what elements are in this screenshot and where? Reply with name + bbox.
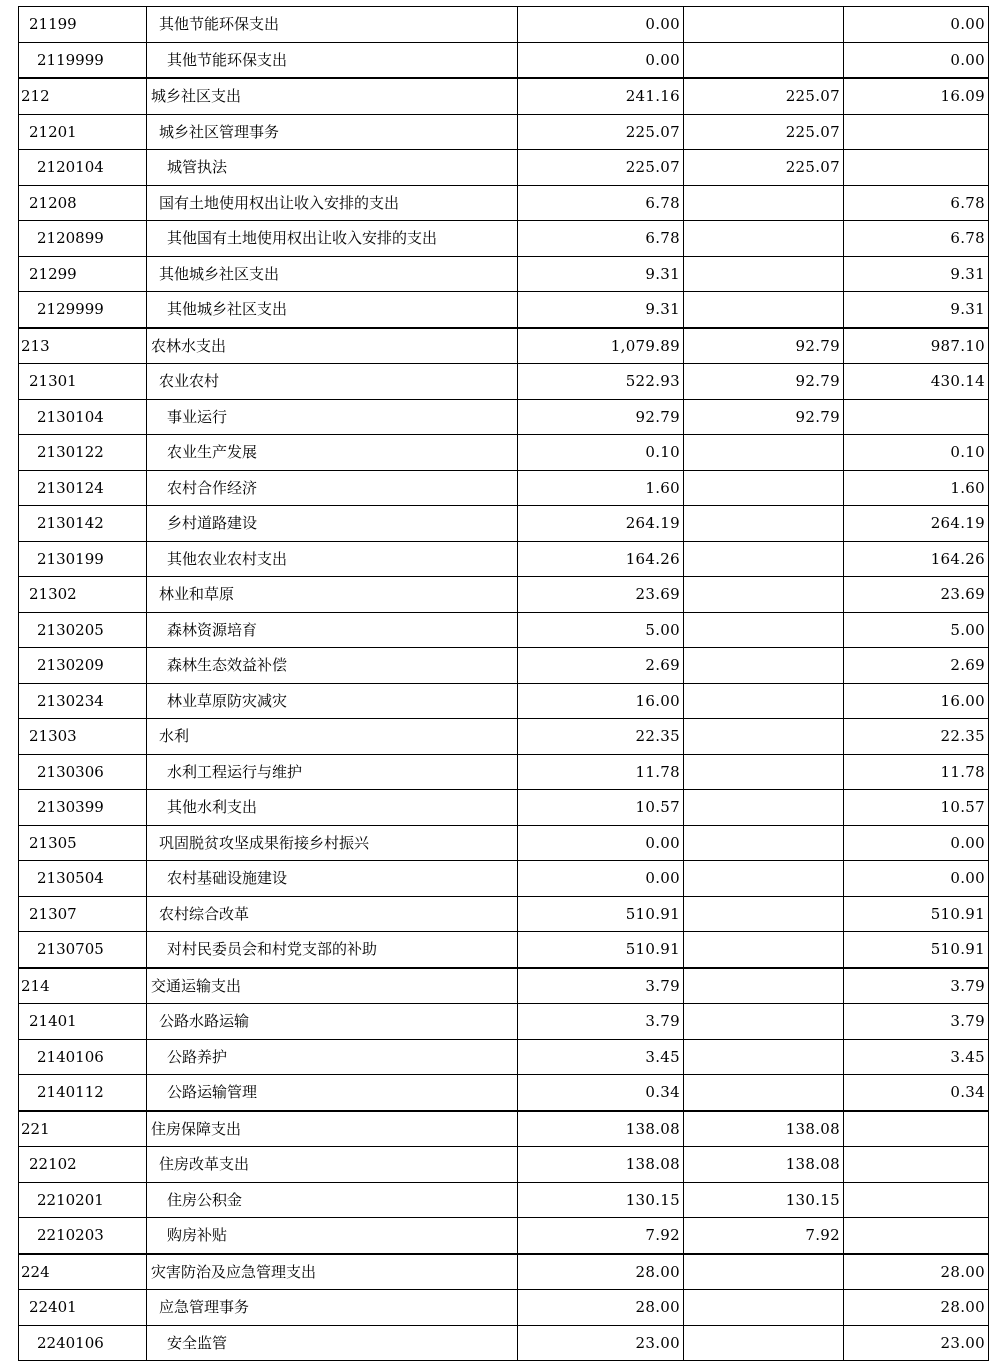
table-row <box>19 1111 989 1147</box>
project-expenditure-cell <box>844 114 989 150</box>
total-amount-cell: 510.91 <box>518 896 684 932</box>
table-row <box>19 1182 989 1218</box>
subject-code-cell: 21208 <box>19 185 147 221</box>
subject-code-cell: 2140106 <box>19 1039 147 1075</box>
project-expenditure-cell: 16.00 <box>844 683 989 719</box>
table-row <box>19 399 989 435</box>
subject-name-cell: 城管执法 <box>147 150 518 186</box>
subject-name-cell: 国有土地使用权出让收入安排的支出 <box>147 185 518 221</box>
subject-name-cell: 其他节能环保支出 <box>147 7 518 43</box>
basic-expenditure-cell: 225.07 <box>684 150 844 186</box>
subject-code-cell: 21401 <box>19 1004 147 1040</box>
table-row <box>19 648 989 684</box>
basic-expenditure-cell: 92.79 <box>684 328 844 364</box>
subject-name-cell: 巩固脱贫攻坚成果衔接乡村振兴 <box>147 825 518 861</box>
subject-name-cell: 公路运输管理 <box>147 1075 518 1111</box>
basic-expenditure-cell: 138.08 <box>684 1147 844 1183</box>
total-amount-cell: 3.45 <box>518 1039 684 1075</box>
table-row <box>19 78 989 114</box>
subject-code-cell: 21303 <box>19 719 147 755</box>
basic-expenditure-cell <box>684 256 844 292</box>
subject-code-cell: 2120104 <box>19 150 147 186</box>
subject-code-cell: 2129999 <box>19 292 147 328</box>
project-expenditure-cell: 11.78 <box>844 754 989 790</box>
subject-name-cell: 其他农业农村支出 <box>147 541 518 577</box>
total-amount-cell: 0.00 <box>518 7 684 43</box>
basic-expenditure-cell <box>684 861 844 897</box>
project-expenditure-cell: 28.00 <box>844 1290 989 1326</box>
total-amount-cell: 0.00 <box>518 825 684 861</box>
subject-code-cell: 2130199 <box>19 541 147 577</box>
total-amount-cell: 23.00 <box>518 1325 684 1361</box>
total-amount-cell: 1,079.89 <box>518 328 684 364</box>
subject-code-cell: 21302 <box>19 577 147 613</box>
basic-expenditure-cell: 92.79 <box>684 364 844 400</box>
project-expenditure-cell: 6.78 <box>844 221 989 257</box>
table-row <box>19 114 989 150</box>
basic-expenditure-cell: 130.15 <box>684 1182 844 1218</box>
project-expenditure-cell: 0.34 <box>844 1075 989 1111</box>
project-expenditure-cell: 22.35 <box>844 719 989 755</box>
project-expenditure-cell <box>844 150 989 186</box>
table-row <box>19 328 989 364</box>
total-amount-cell: 5.00 <box>518 612 684 648</box>
subject-name-cell: 林业草原防灾减灾 <box>147 683 518 719</box>
total-amount-cell: 16.00 <box>518 683 684 719</box>
total-amount-cell: 92.79 <box>518 399 684 435</box>
project-expenditure-cell: 9.31 <box>844 292 989 328</box>
project-expenditure-cell: 510.91 <box>844 932 989 968</box>
subject-code-cell: 2130122 <box>19 435 147 471</box>
project-expenditure-cell: 5.00 <box>844 612 989 648</box>
subject-name-cell: 公路水路运输 <box>147 1004 518 1040</box>
table-row <box>19 541 989 577</box>
subject-name-cell: 森林资源培育 <box>147 612 518 648</box>
subject-code-cell: 21307 <box>19 896 147 932</box>
project-expenditure-cell: 2.69 <box>844 648 989 684</box>
subject-name-cell: 住房公积金 <box>147 1182 518 1218</box>
subject-code-cell: 21201 <box>19 114 147 150</box>
project-expenditure-cell: 23.00 <box>844 1325 989 1361</box>
basic-expenditure-cell <box>684 1039 844 1075</box>
table-row <box>19 292 989 328</box>
subject-code-cell: 2130209 <box>19 648 147 684</box>
basic-expenditure-cell: 225.07 <box>684 78 844 114</box>
project-expenditure-cell: 987.10 <box>844 328 989 364</box>
basic-expenditure-cell <box>684 612 844 648</box>
subject-name-cell: 住房改革支出 <box>147 1147 518 1183</box>
project-expenditure-cell: 23.69 <box>844 577 989 613</box>
table-row <box>19 825 989 861</box>
subject-name-cell: 住房保障支出 <box>147 1111 518 1147</box>
subject-name-cell: 其他城乡社区支出 <box>147 292 518 328</box>
table-row <box>19 896 989 932</box>
basic-expenditure-cell: 7.92 <box>684 1218 844 1254</box>
table-row <box>19 1290 989 1326</box>
total-amount-cell: 0.00 <box>518 42 684 78</box>
subject-code-cell: 214 <box>19 968 147 1004</box>
subject-code-cell: 212 <box>19 78 147 114</box>
total-amount-cell: 6.78 <box>518 185 684 221</box>
project-expenditure-cell: 1.60 <box>844 470 989 506</box>
basic-expenditure-cell: 92.79 <box>684 399 844 435</box>
basic-expenditure-cell <box>684 470 844 506</box>
subject-code-cell: 224 <box>19 1254 147 1290</box>
project-expenditure-cell: 0.00 <box>844 7 989 43</box>
total-amount-cell: 0.34 <box>518 1075 684 1111</box>
table-row <box>19 1147 989 1183</box>
subject-code-cell: 2210203 <box>19 1218 147 1254</box>
basic-expenditure-cell <box>684 683 844 719</box>
subject-code-cell: 2130306 <box>19 754 147 790</box>
table-row <box>19 719 989 755</box>
table-row <box>19 42 989 78</box>
subject-name-cell: 事业运行 <box>147 399 518 435</box>
table-row <box>19 435 989 471</box>
basic-expenditure-cell: 225.07 <box>684 114 844 150</box>
basic-expenditure-cell <box>684 1325 844 1361</box>
project-expenditure-cell: 9.31 <box>844 256 989 292</box>
subject-name-cell: 其他水利支出 <box>147 790 518 826</box>
table-row <box>19 932 989 968</box>
subject-name-cell: 森林生态效益补偿 <box>147 648 518 684</box>
table-row <box>19 506 989 542</box>
subject-name-cell: 对村民委员会和村党支部的补助 <box>147 932 518 968</box>
project-expenditure-cell: 430.14 <box>844 364 989 400</box>
subject-code-cell: 2119999 <box>19 42 147 78</box>
subject-code-cell: 21299 <box>19 256 147 292</box>
basic-expenditure-cell <box>684 719 844 755</box>
subject-name-cell: 水利工程运行与维护 <box>147 754 518 790</box>
subject-code-cell: 2240106 <box>19 1325 147 1361</box>
total-amount-cell: 264.19 <box>518 506 684 542</box>
total-amount-cell: 164.26 <box>518 541 684 577</box>
total-amount-cell: 130.15 <box>518 1182 684 1218</box>
subject-code-cell: 21301 <box>19 364 147 400</box>
total-amount-cell: 22.35 <box>518 719 684 755</box>
table-row <box>19 1039 989 1075</box>
project-expenditure-cell: 0.00 <box>844 825 989 861</box>
project-expenditure-cell: 16.09 <box>844 78 989 114</box>
table-row <box>19 256 989 292</box>
table-row <box>19 1004 989 1040</box>
total-amount-cell: 522.93 <box>518 364 684 400</box>
basic-expenditure-cell <box>684 506 844 542</box>
subject-code-cell: 21199 <box>19 7 147 43</box>
subject-code-cell: 22102 <box>19 1147 147 1183</box>
basic-expenditure-cell <box>684 932 844 968</box>
subject-code-cell: 21305 <box>19 825 147 861</box>
table-body <box>19 7 989 1361</box>
subject-code-cell: 2130504 <box>19 861 147 897</box>
project-expenditure-cell <box>844 1182 989 1218</box>
subject-name-cell: 乡村道路建设 <box>147 506 518 542</box>
subject-name-cell: 农村基础设施建设 <box>147 861 518 897</box>
total-amount-cell: 23.69 <box>518 577 684 613</box>
subject-code-cell: 2130234 <box>19 683 147 719</box>
total-amount-cell: 28.00 <box>518 1254 684 1290</box>
subject-code-cell: 213 <box>19 328 147 364</box>
subject-code-cell: 2140112 <box>19 1075 147 1111</box>
basic-expenditure-cell <box>684 435 844 471</box>
basic-expenditure-cell <box>684 968 844 1004</box>
subject-code-cell: 221 <box>19 1111 147 1147</box>
subject-name-cell: 林业和草原 <box>147 577 518 613</box>
project-expenditure-cell: 3.79 <box>844 1004 989 1040</box>
total-amount-cell: 138.08 <box>518 1111 684 1147</box>
table-row <box>19 470 989 506</box>
table-row <box>19 612 989 648</box>
total-amount-cell: 0.10 <box>518 435 684 471</box>
basic-expenditure-cell <box>684 577 844 613</box>
total-amount-cell: 1.60 <box>518 470 684 506</box>
project-expenditure-cell <box>844 399 989 435</box>
subject-code-cell: 2130705 <box>19 932 147 968</box>
project-expenditure-cell: 3.45 <box>844 1039 989 1075</box>
basic-expenditure-cell <box>684 1075 844 1111</box>
subject-name-cell: 城乡社区支出 <box>147 78 518 114</box>
project-expenditure-cell: 3.79 <box>844 968 989 1004</box>
table-row <box>19 1254 989 1290</box>
subject-name-cell: 农村综合改革 <box>147 896 518 932</box>
subject-name-cell: 公路养护 <box>147 1039 518 1075</box>
basic-expenditure-cell <box>684 541 844 577</box>
basic-expenditure-cell <box>684 42 844 78</box>
total-amount-cell: 138.08 <box>518 1147 684 1183</box>
total-amount-cell: 0.00 <box>518 861 684 897</box>
total-amount-cell: 225.07 <box>518 114 684 150</box>
subject-name-cell: 农业农村 <box>147 364 518 400</box>
total-amount-cell: 28.00 <box>518 1290 684 1326</box>
project-expenditure-cell <box>844 1218 989 1254</box>
total-amount-cell: 11.78 <box>518 754 684 790</box>
basic-expenditure-cell <box>684 825 844 861</box>
subject-name-cell: 其他城乡社区支出 <box>147 256 518 292</box>
subject-code-cell: 2130399 <box>19 790 147 826</box>
subject-code-cell: 2130104 <box>19 399 147 435</box>
subject-name-cell: 其他国有土地使用权出让收入安排的支出 <box>147 221 518 257</box>
subject-name-cell: 购房补贴 <box>147 1218 518 1254</box>
subject-name-cell: 灾害防治及应急管理支出 <box>147 1254 518 1290</box>
basic-expenditure-cell <box>684 648 844 684</box>
table-row <box>19 754 989 790</box>
table-row <box>19 150 989 186</box>
project-expenditure-cell: 164.26 <box>844 541 989 577</box>
basic-expenditure-cell <box>684 790 844 826</box>
project-expenditure-cell <box>844 1111 989 1147</box>
project-expenditure-cell: 28.00 <box>844 1254 989 1290</box>
subject-name-cell: 应急管理事务 <box>147 1290 518 1326</box>
table-row <box>19 861 989 897</box>
table-row <box>19 968 989 1004</box>
table-row <box>19 1075 989 1111</box>
basic-expenditure-cell <box>684 754 844 790</box>
subject-code-cell: 2130124 <box>19 470 147 506</box>
subject-name-cell: 农村合作经济 <box>147 470 518 506</box>
subject-name-cell: 农业生产发展 <box>147 435 518 471</box>
project-expenditure-cell: 0.00 <box>844 861 989 897</box>
total-amount-cell: 510.91 <box>518 932 684 968</box>
table-row <box>19 1325 989 1361</box>
total-amount-cell: 6.78 <box>518 221 684 257</box>
basic-expenditure-cell <box>684 1004 844 1040</box>
total-amount-cell: 225.07 <box>518 150 684 186</box>
subject-name-cell: 农林水支出 <box>147 328 518 364</box>
table-row <box>19 364 989 400</box>
table-row <box>19 577 989 613</box>
basic-expenditure-cell <box>684 896 844 932</box>
total-amount-cell: 2.69 <box>518 648 684 684</box>
total-amount-cell: 3.79 <box>518 1004 684 1040</box>
basic-expenditure-cell <box>684 221 844 257</box>
project-expenditure-cell: 0.10 <box>844 435 989 471</box>
table-row <box>19 683 989 719</box>
subject-name-cell: 安全监管 <box>147 1325 518 1361</box>
basic-expenditure-cell <box>684 1290 844 1326</box>
total-amount-cell: 7.92 <box>518 1218 684 1254</box>
table-row <box>19 185 989 221</box>
project-expenditure-cell: 264.19 <box>844 506 989 542</box>
table-row <box>19 7 989 43</box>
subject-code-cell: 2210201 <box>19 1182 147 1218</box>
total-amount-cell: 241.16 <box>518 78 684 114</box>
subject-code-cell: 2130142 <box>19 506 147 542</box>
project-expenditure-cell: 6.78 <box>844 185 989 221</box>
subject-name-cell: 交通运输支出 <box>147 968 518 1004</box>
total-amount-cell: 10.57 <box>518 790 684 826</box>
subject-name-cell: 其他节能环保支出 <box>147 42 518 78</box>
subject-name-cell: 水利 <box>147 719 518 755</box>
subject-code-cell: 22401 <box>19 1290 147 1326</box>
project-expenditure-cell: 510.91 <box>844 896 989 932</box>
subject-name-cell: 城乡社区管理事务 <box>147 114 518 150</box>
project-expenditure-cell: 10.57 <box>844 790 989 826</box>
table-row <box>19 221 989 257</box>
table-row <box>19 790 989 826</box>
basic-expenditure-cell <box>684 292 844 328</box>
total-amount-cell: 3.79 <box>518 968 684 1004</box>
total-amount-cell: 9.31 <box>518 256 684 292</box>
subject-code-cell: 2120899 <box>19 221 147 257</box>
project-expenditure-cell <box>844 1147 989 1183</box>
subject-code-cell: 2130205 <box>19 612 147 648</box>
basic-expenditure-cell <box>684 7 844 43</box>
table-row <box>19 1218 989 1254</box>
budget-expenditure-table <box>18 6 989 1361</box>
project-expenditure-cell: 0.00 <box>844 42 989 78</box>
basic-expenditure-cell: 138.08 <box>684 1111 844 1147</box>
basic-expenditure-cell <box>684 185 844 221</box>
total-amount-cell: 9.31 <box>518 292 684 328</box>
basic-expenditure-cell <box>684 1254 844 1290</box>
